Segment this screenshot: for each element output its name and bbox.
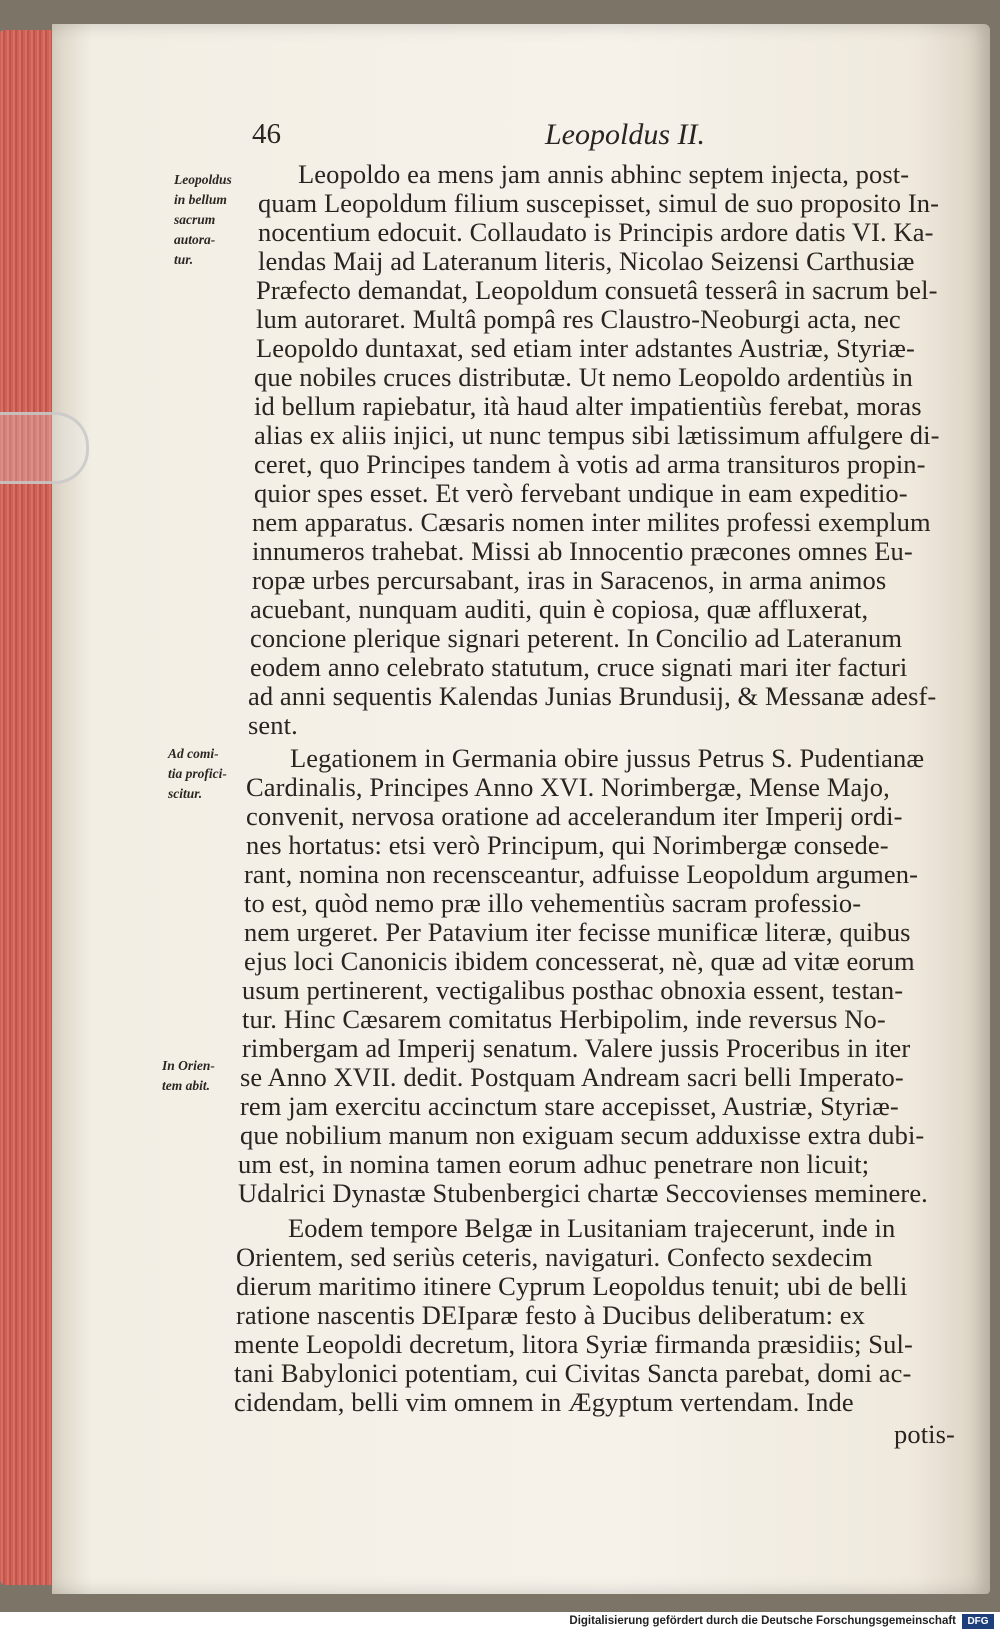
page-clip xyxy=(0,412,89,484)
text-line: nem apparatus. Cæsaris nomen inter milites professi exemplum xyxy=(252,507,931,537)
margin-note-line: In Orien- xyxy=(162,1058,215,1073)
text-line: Eodem tempore Belgæ in Lusitaniam trajecerunt, inde in xyxy=(288,1213,896,1243)
text-line: ceret, quo Principes tandem à votis ad arma transituros propin- xyxy=(254,449,926,479)
text-line: mente Leopoldi decretum, litora Syriæ firmanda præsidiis; Sul- xyxy=(234,1329,913,1359)
text-line: Leopoldo ea mens jam annis abhinc septem injecta, post- xyxy=(298,159,910,189)
running-title: Leopoldus II. xyxy=(545,118,705,151)
text-line: nem urgeret. Per Patavium iter fecisse munificæ literæ, quibus xyxy=(244,917,911,947)
text-line: sent. xyxy=(248,710,298,740)
text-line: rimbergam ad Imperij senatum. Valere jussis Proceribus in iter xyxy=(242,1033,911,1063)
margin-note-2 xyxy=(168,744,240,804)
text-line: acuebant, nunquam auditi, quin è copiosa, quæ affluxerat, xyxy=(250,594,869,624)
text-line: tur. Hinc Cæsarem comitatus Herbipolim, inde reversus No- xyxy=(242,1004,886,1034)
text-line: nes hortatus: etsi verò Principum, qui Norimbergæ consede- xyxy=(246,830,889,860)
margin-note-line: in bellum xyxy=(174,192,227,207)
text-line: ejus loci Canonicis ibidem concesserat, nè, quæ ad vitæ eorum xyxy=(244,946,915,976)
text-line: rem jam exercitu accinctum stare accepisset, Austriæ, Styriæ- xyxy=(240,1091,899,1121)
text-line: Legationem in Germania obire jussus Petrus S. Pudentianæ xyxy=(290,743,925,773)
text-line: nocentium edocuit. Collaudato is Principis ardore datis VI. Ka- xyxy=(258,217,934,247)
margin-note-1 xyxy=(174,170,246,270)
text-line: Leopoldo duntaxat, sed etiam inter adstantes Austriæ, Styriæ- xyxy=(256,333,915,363)
text-line: eodem anno celebrato statutum, cruce signati mari iter facturi xyxy=(250,652,908,682)
text-line: Præfecto demandat, Leopoldum consuetâ tesserâ in sacrum bel- xyxy=(256,275,938,305)
text-line: cidendam, belli vim omnem in Ægyptum vertendam. Inde xyxy=(234,1387,854,1417)
margin-note-line: tur. xyxy=(174,252,194,267)
text-line: tani Babylonici potentiam, cui Civitas Sancta parebat, domi ac- xyxy=(234,1358,912,1388)
text-line: dierum maritimo itinere Cyprum Leopoldus tenuit; ubi de belli xyxy=(236,1271,908,1301)
text-line: convenit, nervosa oratione ad accelerandum iter Imperij ordi- xyxy=(246,801,903,831)
margin-note-line: tem abit. xyxy=(162,1078,210,1093)
page-number: 46 xyxy=(252,118,281,150)
margin-note-line: sacrum xyxy=(174,212,216,227)
text-line: Udalrici Dynastæ Stubenbergici chartæ Seccovienses meminere. xyxy=(238,1178,928,1208)
margin-note-3 xyxy=(162,1056,234,1096)
text-line: Cardinalis, Principes Anno XVI. Norimbergæ, Mense Majo, xyxy=(246,772,890,802)
text-line: ratione nascentis DEIparæ festo à Ducibus deliberatum: ex xyxy=(236,1300,865,1330)
digitization-credit: Digitalisierung gefördert durch die Deutsche Forschungsgemeinschaft xyxy=(569,1615,956,1627)
text-line: lum autoraret. Multâ pompâ res Claustro-Neoburgi acta, nec xyxy=(256,304,901,334)
text-line: que nobiles cruces distributæ. Ut nemo Leopoldo ardentiùs in xyxy=(254,362,913,392)
text-line: innumeros trahebat. Missi ab Innocentio præcones omnes Eu- xyxy=(252,536,913,566)
text-line: ad anni sequentis Kalendas Junias Brundusij, & Messanæ adesf- xyxy=(248,681,937,711)
margin-note-line: scitur. xyxy=(168,786,203,801)
text-line: um est, in nomina tamen eorum adhuc penetrare non licuit; xyxy=(238,1149,870,1179)
text-line: to est, quòd nemo præ illo vehementiùs sacram professio- xyxy=(244,888,862,918)
catchword: potis- xyxy=(894,1419,955,1449)
text-line: lendas Maij ad Lateranum literis, Nicolao Seizensi Carthusiæ xyxy=(258,246,915,276)
text-line: que nobilium manum non exiguam secum adduxisse extra dubi- xyxy=(240,1120,925,1150)
margin-note-line: tia profici- xyxy=(168,766,227,781)
text-line: concione plerique signari peterent. In Concilio ad Lateranum xyxy=(250,623,903,653)
text-line: ropæ urbes percursabant, iras in Saracenos, in arma animos xyxy=(252,565,887,595)
text-line: rant, nomina non recensceantur, adfuisse Leopoldum argumen- xyxy=(244,859,918,889)
text-line: usum pertinerent, vectigalibus posthac obnoxia essent, testan- xyxy=(242,975,904,1005)
text-line: Orientem, sed seriùs ceteris, navigaturi. Confecto sexdecim xyxy=(236,1242,873,1272)
margin-note-line: autora- xyxy=(174,232,216,247)
margin-note-line: Ad comi- xyxy=(168,746,219,761)
dfg-logo: DFG xyxy=(962,1614,994,1629)
text-line: alias ex aliis injici, ut nunc tempus sibi lætissimum affulgere di- xyxy=(254,420,940,450)
text-line: quam Leopoldum filium suscepisset, simul de suo proposito In- xyxy=(258,188,940,218)
text-line: quior spes esset. Et verò fervebant undique in eam expeditio- xyxy=(254,478,908,508)
text-line: id bellum rapiebatur, ità haud alter impatientiùs ferebat, moras xyxy=(254,391,922,421)
text-line: se Anno XVII. dedit. Postquam Andream sacri belli Imperato- xyxy=(240,1062,904,1092)
margin-note-line: Leopoldus xyxy=(174,172,232,187)
